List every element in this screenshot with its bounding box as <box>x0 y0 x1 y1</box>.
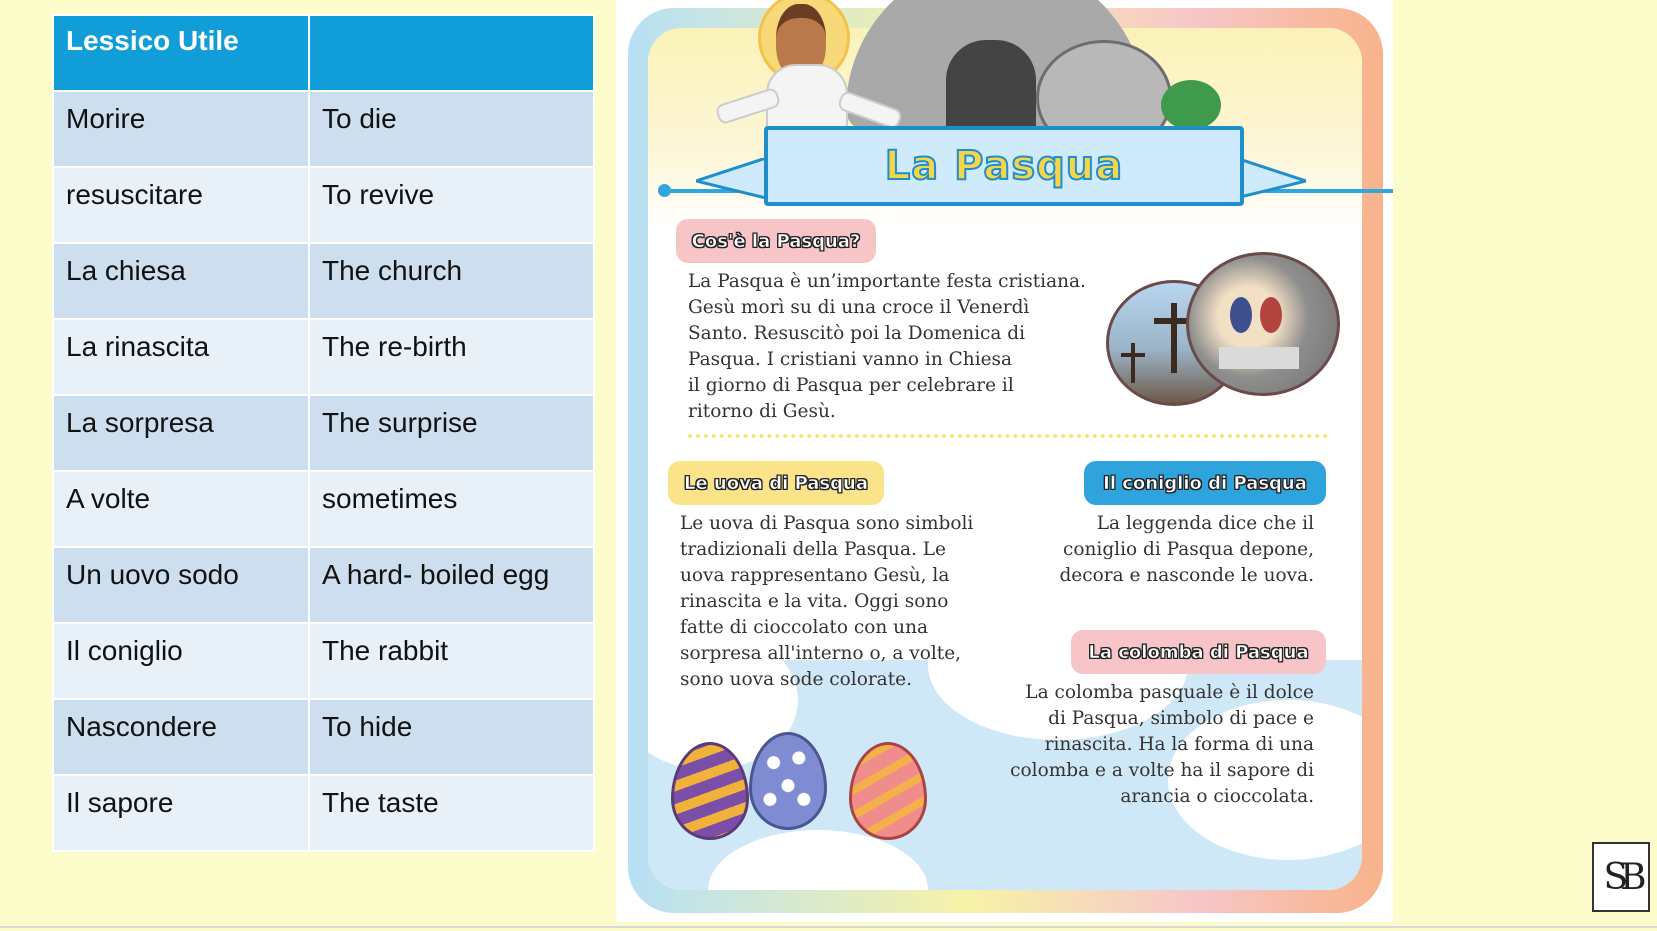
italian-term: Il sapore <box>53 775 309 851</box>
easter-poster <box>616 0 1393 922</box>
title-banner <box>764 126 1244 206</box>
table-row <box>53 623 594 699</box>
english-term: A hard- boiled egg <box>309 547 594 623</box>
vocabulary-table <box>52 14 595 852</box>
table-row <box>53 167 594 243</box>
section-text-rabbit: La leggenda dice che il coniglio di Pasqua depone, decora e nasconde le uova. <box>1059 513 1314 586</box>
italian-term: Un uovo sodo <box>53 547 309 623</box>
table-row <box>53 775 594 851</box>
italian-term: La chiesa <box>53 243 309 319</box>
table-row <box>53 319 594 395</box>
table-row <box>53 699 594 775</box>
section-text-eggs: Le uova di Pasqua sono simboli tradizionali della Pasqua. Le uova rappresentano Gesù, la rinascita e la vita. Oggi sono fatte di cioccolato con una sorpresa all'interno o, a volte, sono uova sode colorate. <box>680 513 974 690</box>
dotted-divider <box>688 434 1328 438</box>
english-term: The re-birth <box>309 319 594 395</box>
empty-tomb-image <box>1186 252 1340 396</box>
english-term: The church <box>309 243 594 319</box>
english-term: sometimes <box>309 471 594 547</box>
italian-term: resuscitare <box>53 167 309 243</box>
table-header-row <box>53 15 594 91</box>
italian-term: Morire <box>53 91 309 167</box>
section-heading-rabbit: Il coniglio di Pasqua <box>1084 461 1326 505</box>
english-term: The surprise <box>309 395 594 471</box>
table-row <box>53 547 594 623</box>
italian-term: A volte <box>53 471 309 547</box>
table-title: Lessico Utile <box>53 15 309 91</box>
section-heading-eggs: Le uova di Pasqua <box>668 461 884 505</box>
english-term: The rabbit <box>309 623 594 699</box>
section-text-dove: La colomba pasquale è il dolce di Pasqua, simbolo di pace e rinascita. Ha la forma di una colomba e a volte ha il sapore di arancia o cioccolata. <box>1010 682 1314 807</box>
italian-term: La sorpresa <box>53 395 309 471</box>
women-at-tomb-icon <box>1189 255 1337 393</box>
english-term: To die <box>309 91 594 167</box>
english-term: To hide <box>309 699 594 775</box>
table-row <box>53 91 594 167</box>
english-term: To revive <box>309 167 594 243</box>
section-heading-dove: La colomba di Pasqua <box>1071 630 1326 674</box>
table-header-empty <box>309 15 594 91</box>
italian-term: La rinascita <box>53 319 309 395</box>
english-term: The taste <box>309 775 594 851</box>
section-heading-what: Cos'è la Pasqua? <box>676 219 876 263</box>
sb-logo: SB <box>1592 842 1650 912</box>
slide-bottom-line <box>0 926 1657 928</box>
italian-term: Nascondere <box>53 699 309 775</box>
bush <box>1161 80 1221 130</box>
section-text-what: La Pasqua è un’importante festa cristiana. Gesù morì su di una croce il Venerdì Santo. Resuscitò poi la Domenica di Pasqua. I cristiani vanno in Chiesa il giorno di Pasqua per celebrare il ritorno di Gesù. <box>688 271 1086 422</box>
tomb-door <box>946 40 1036 130</box>
poster-title: La Pasqua <box>884 143 1124 189</box>
table-row <box>53 243 594 319</box>
table-row <box>53 471 594 547</box>
table-row <box>53 395 594 471</box>
italian-term: Il coniglio <box>53 623 309 699</box>
